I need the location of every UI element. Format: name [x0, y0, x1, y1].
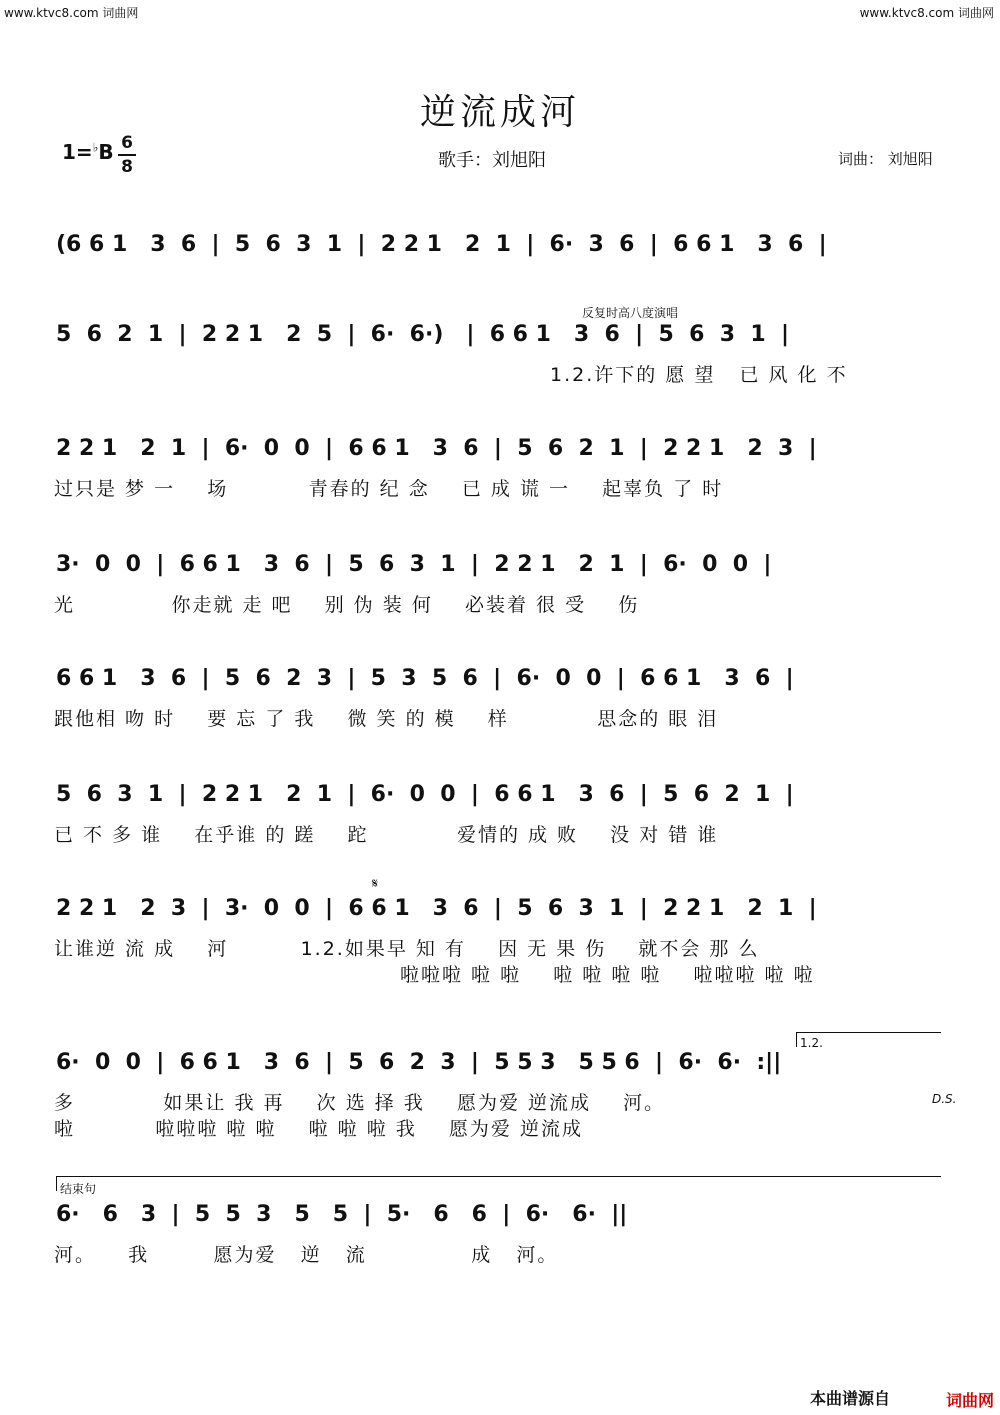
key-note: B	[98, 140, 114, 164]
site-logo[interactable]: 词曲网	[945, 1391, 994, 1410]
lyric-line: 过只是 梦 一 场 青春的 纪 念 已 成 谎 一 起辜负 了 时	[54, 478, 724, 500]
notation-line: 6· 0 0 | 6 6 1 3 6 | 5 6 2 3 | 5 5 3 5 5 6 | 6· 6· :||	[56, 1050, 782, 1075]
lyric-line: 河。 我 愿为爱 逆 流 成 河。	[54, 1244, 559, 1266]
singer-label: 歌手：刘旭阳	[438, 150, 546, 171]
notation-line: 6· 6 3 | 5 5 3 5 5 | 5· 6 6 | 6· 6· ||	[56, 1202, 628, 1227]
segno-mark: 𝄋	[372, 876, 379, 892]
source-note: 本曲谱源自	[809, 1389, 890, 1408]
time-signature	[118, 132, 136, 178]
time-numerator: 6	[118, 132, 136, 156]
notation-line: 5 6 2 1 | 2 2 1 2 5 | 6· 6·) | 6 6 1 3 6 | 5 6 3 1 |	[56, 322, 790, 347]
lyric-line-second: 啦啦啦 啦 啦 啦 啦 啦 啦 啦啦啦 啦 啦	[400, 964, 815, 986]
key-prefix: 1=	[62, 140, 93, 164]
flat-sign: ♭	[92, 140, 99, 155]
notation-line: 6 6 1 3 6 | 5 6 2 3 | 5 3 5 6 | 6· 0 0 | 6 6 1 3 6 |	[56, 666, 794, 691]
lyric-line: 光 你走就 走 吧 别 伪 装 何 必装着 很 受 伤	[54, 594, 640, 616]
volta-label: 1.2.	[800, 1036, 823, 1050]
repeat-note: 反复时高八度演唱	[582, 306, 679, 320]
lyric-line-second: 啦 啦啦啦 啦 啦 啦 啦 啦 我 愿为爱 逆流成	[54, 1118, 583, 1140]
lyric-line: 多 如果让 我 再 次 选 择 我 愿为爱 逆流成 河。	[54, 1092, 666, 1114]
notation-line: (6 6 1 3 6 | 5 6 3 1 | 2 2 1 2 1 | 6· 3 6 | 6 6 1 3 6 |	[56, 232, 827, 257]
lyric-line: 跟他相 吻 时 要 忘 了 我 微 笑 的 模 样 思念的 眼 泪	[54, 708, 719, 730]
notation-line: 2 2 1 2 3 | 3· 0 0 | 6 6 1 3 6 | 5 6 3 1 | 2 2 1 2 1 |	[56, 896, 817, 921]
site-header-right[interactable]: www.ktvc8.com 词曲网	[859, 6, 994, 20]
ds-mark: D.S.	[932, 1092, 957, 1106]
lyric-line: 1.2.许下的 愿 望 已 风 化 不	[550, 364, 848, 386]
notation-line: 2 2 1 2 1 | 6· 0 0 | 6 6 1 3 6 | 5 6 2 1 | 2 2 1 2 3 |	[56, 436, 817, 461]
author-label: 词曲： 刘旭阳	[838, 150, 933, 168]
key-signature	[62, 140, 114, 164]
time-denominator: 8	[121, 157, 133, 177]
lyric-line: 已 不 多 谁 在乎谁 的 蹉 跎 爱情的 成 败 没 对 错 谁	[54, 824, 719, 846]
lyric-line: 让谁逆 流 成 河 1.2.如果早 知 有 因 无 果 伤 就不会 那 么	[54, 938, 760, 960]
ending-bracket	[56, 1176, 941, 1191]
song-title: 逆流成河	[419, 92, 580, 133]
site-header-left[interactable]: www.ktvc8.com 词曲网	[4, 6, 139, 20]
notation-line: 3· 0 0 | 6 6 1 3 6 | 5 6 3 1 | 2 2 1 2 1 | 6· 0 0 |	[56, 552, 772, 577]
notation-line: 5 6 3 1 | 2 2 1 2 1 | 6· 0 0 | 6 6 1 3 6 | 5 6 2 1 |	[56, 782, 794, 807]
ending-label: 结束句	[60, 1182, 97, 1196]
